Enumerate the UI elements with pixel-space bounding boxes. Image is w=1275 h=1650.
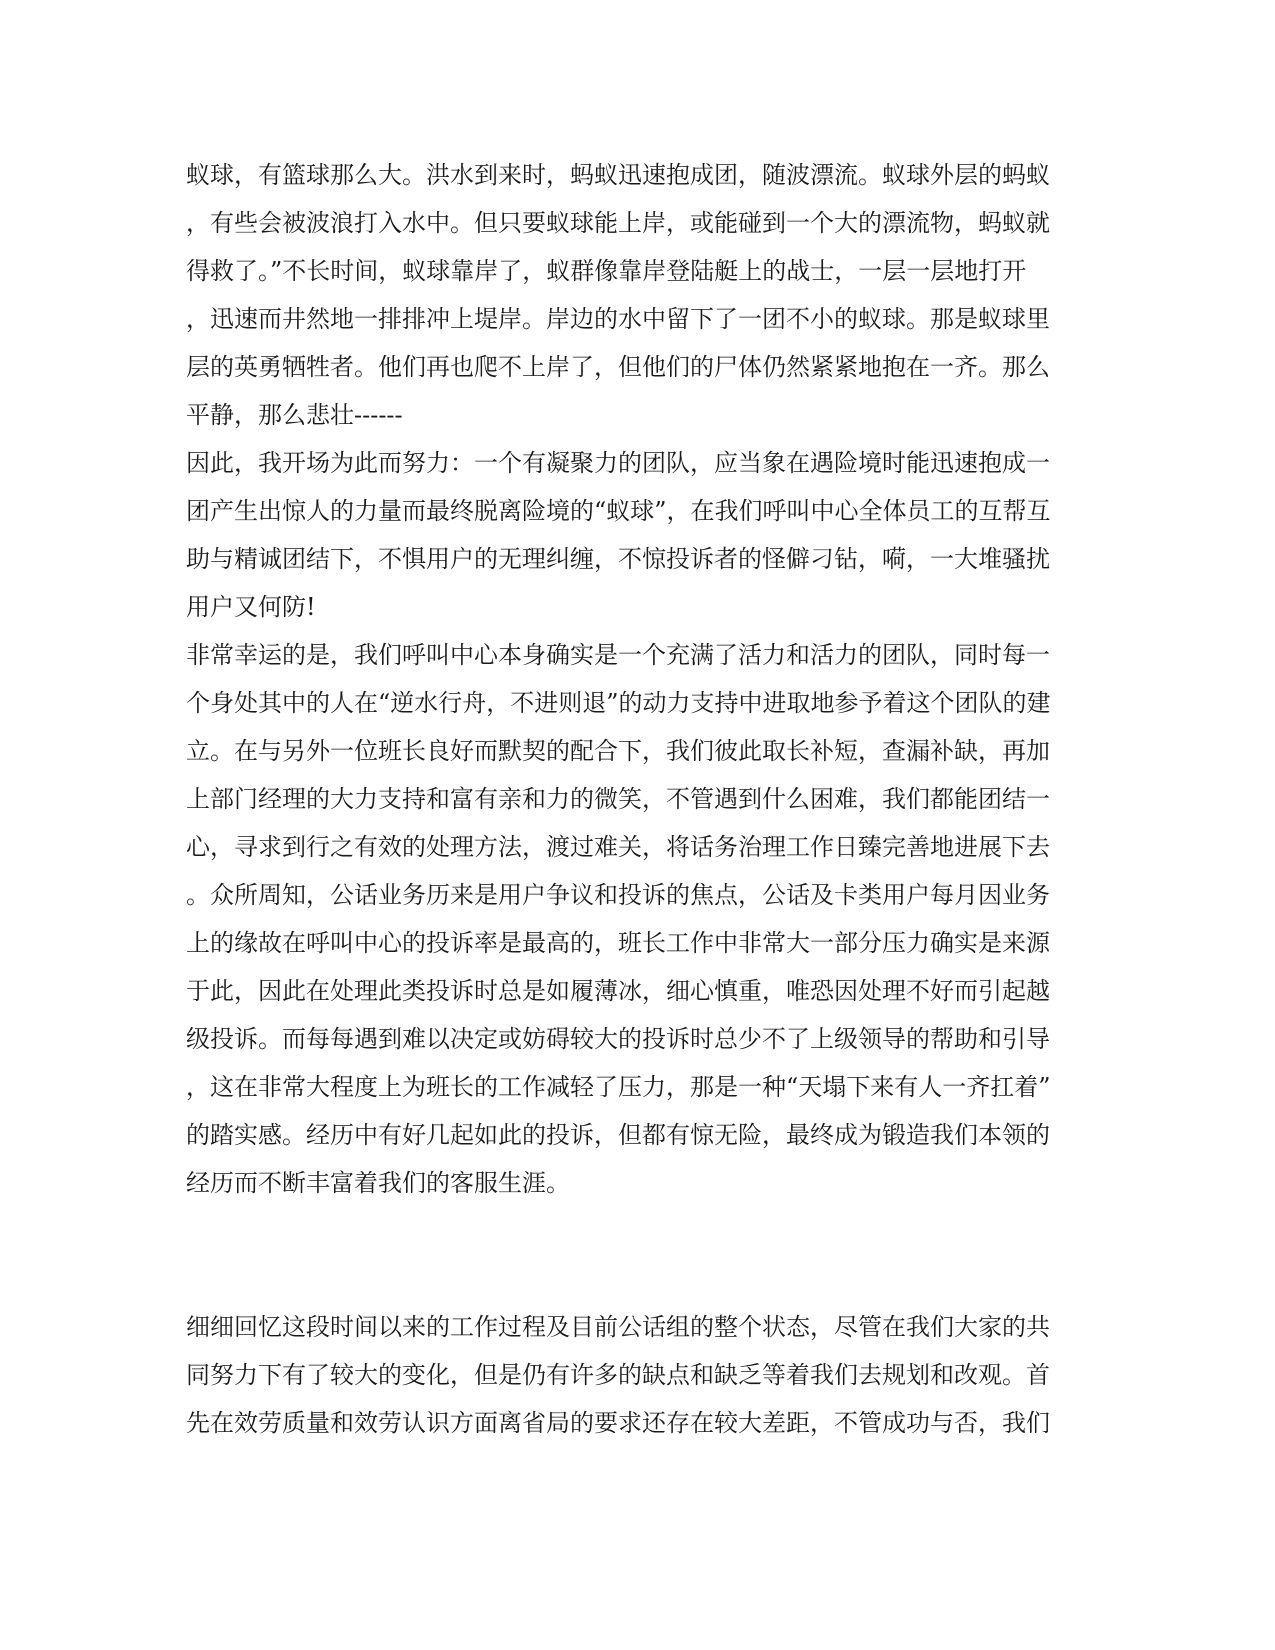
- paragraph-2: [186, 631, 1086, 1207]
- paragraph-3: [186, 1303, 1086, 1447]
- text-line: 同努力下有了较大的变化，但是仍有许多的缺点和缺乏等着我们去规划和改观。首: [186, 1361, 1050, 1389]
- text-line: 上的缘故在呼叫中心的投诉率是最高的，班长工作中非常大一部分压力确实是来源: [186, 929, 1050, 957]
- text-line: 助与精诚团结下，不惧用户的无理纠缠，不惊投诉者的怪僻刁钻，嗬，一大堆骚扰: [186, 545, 1050, 573]
- text-line: ，迅速而井然地一排排冲上堤岸。岸边的水中留下了一团不小的蚁球。那是蚁球里: [186, 305, 1050, 333]
- text-line: 非常幸运的是，我们呼叫中心本身确实是一个充满了活力和活力的团队，同时每一: [186, 641, 1050, 669]
- text-line: 平静，那么悲壮------: [186, 401, 403, 429]
- text-line: 细细回忆这段时间以来的工作过程及目前公话组的整个状态，尽管在我们大家的共: [186, 1313, 1050, 1341]
- text-line: 团产生出惊人的力量而最终脱离险境的“蚁球”，在我们呼叫中心全体员工的互帮互: [186, 497, 1051, 525]
- paragraph-1: [186, 151, 1086, 631]
- text-line: 因此，我开场为此而努力：一个有凝聚力的团队，应当象在遇险境时能迅速抱成一: [186, 449, 1050, 477]
- text-line: 级投诉。而每每遇到难以决定或妨碍较大的投诉时总少不了上级领导的帮助和引导: [186, 1025, 1050, 1053]
- text-line: 上部门经理的大力支持和富有亲和力的微笑，不管遇到什么困难，我们都能团结一: [186, 785, 1050, 813]
- text-line: 立。在与另外一位班长良好而默契的配合下，我们彼此取长补短，查漏补缺，再加: [186, 737, 1050, 765]
- text-line: 个身处其中的人在“逆水行舟，不进则退”的动力支持中进取地参予着这个团队的建: [186, 689, 1051, 717]
- text-line: 经历而不断丰富着我们的客服生涯。: [186, 1169, 570, 1197]
- text-line: 蚁球，有篮球那么大。洪水到来时，蚂蚁迅速抱成团，随波漂流。蚁球外层的蚂蚁: [186, 161, 1050, 189]
- text-line: 心，寻求到行之有效的处理方法，渡过难关，将话务治理工作日臻完善地进展下去: [186, 833, 1050, 861]
- text-line: 得救了。”不长时间，蚁球靠岸了，蚁群像靠岸登陆艇上的战士，一层一层地打开: [186, 257, 1027, 285]
- text-line: 。众所周知，公话业务历来是用户争议和投诉的焦点，公话及卡类用户每月因业务: [186, 881, 1050, 909]
- text-line: ，这在非常大程度上为班长的工作减轻了压力，那是一种“天塌下来有人一齐扛着”: [186, 1073, 1051, 1101]
- text-line: ，有些会被波浪打入水中。但只要蚁球能上岸，或能碰到一个大的漂流物，蚂蚁就: [186, 209, 1050, 237]
- text-line: 用户又何防!: [186, 593, 316, 621]
- text-line: 的踏实感。经历中有好几起如此的投诉，但都有惊无险，最终成为锻造我们本领的: [186, 1121, 1050, 1149]
- text-line: 于此，因此在处理此类投诉时总是如履薄冰，细心慎重，唯恐因处理不好而引起越: [186, 977, 1050, 1005]
- text-line: 层的英勇牺牲者。他们再也爬不上岸了，但他们的尸体仍然紧紧地抱在一齐。那么: [186, 353, 1050, 381]
- text-line: 先在效劳质量和效劳认识方面离省局的要求还存在较大差距，不管成功与否，我们: [186, 1409, 1050, 1437]
